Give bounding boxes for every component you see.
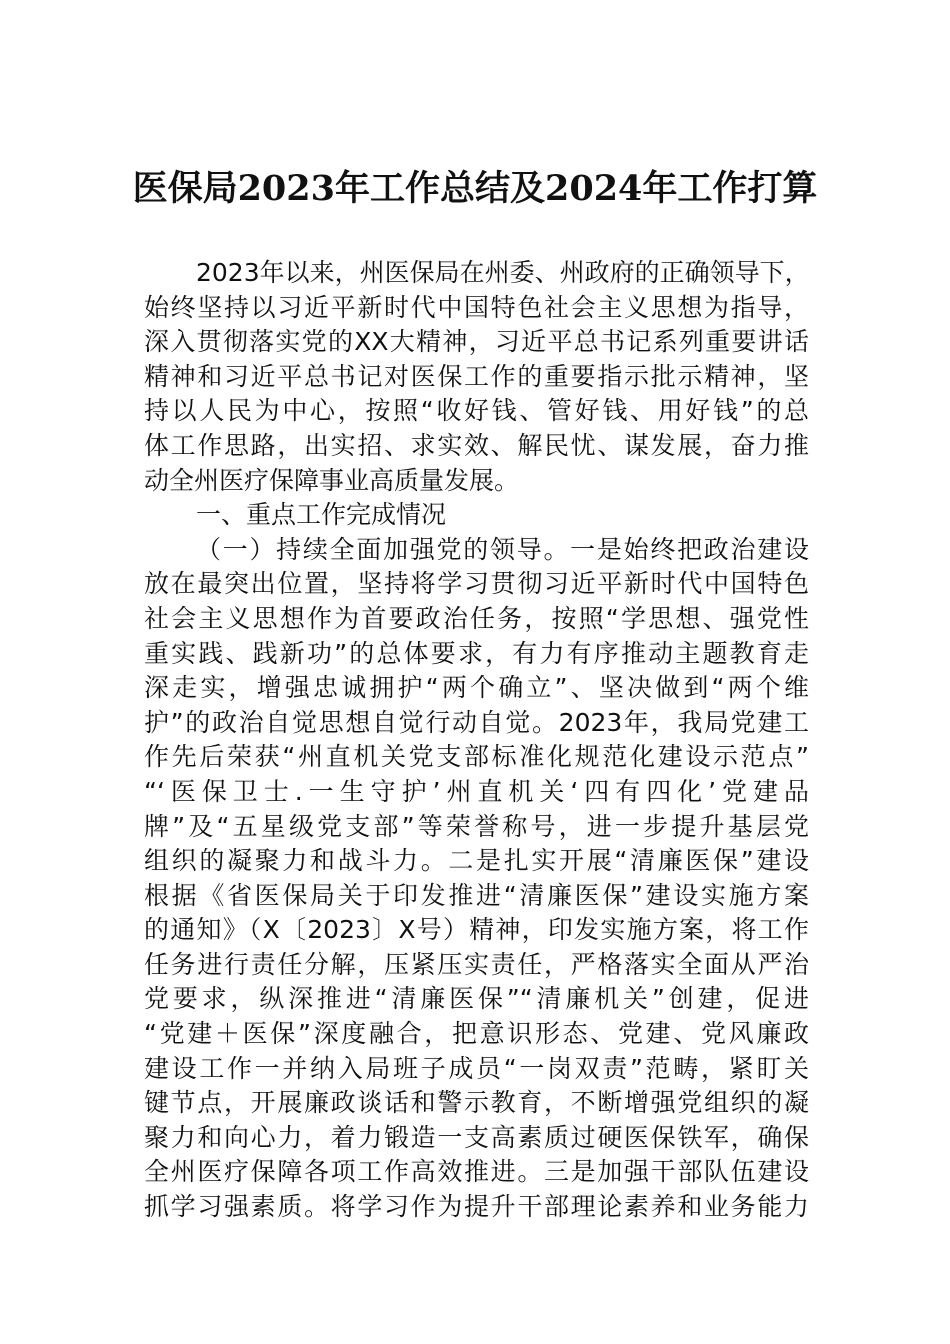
document-body [144,256,809,1225]
body-line: 深入贯彻落实党的XX大精神，习近平总书记系列重要讲话 [144,327,809,357]
body-line: 党要求，纵深推进“清廉医保”“清廉机关”创建，促进 [144,984,809,1014]
body-line: 护”的政治自觉思想自觉行动自觉。2023年，我局党建工 [144,707,809,737]
body-line: 体工作思路，出实招、求实效、解民忧、谋发展，奋力推 [144,430,809,460]
body-line: 放在最突出位置，坚持将学习贯彻习近平新时代中国特色 [144,569,809,599]
body-line: 全州医疗保障各项工作高效推进。三是加强干部队伍建设 [144,1157,809,1187]
body-line: 2023年以来，州医保局在州委、州政府的正确领导下， [196,258,810,287]
body-line: 牌”及“五星级党支部”等荣誉称号，进一步提升基层党 [144,811,809,841]
body-line: 根据《省医保局关于印发推进“清廉医保”建设实施方案 [144,880,809,910]
body-line: “党建＋医保”深度融合，把意识形态、党建、党风廉政 [144,1019,809,1049]
body-line: “‘医保卫士.一生守护’州直机关‘四有四化’党建品 [144,776,809,806]
body-line: 作先后荣获“州直机关党支部标准化规范化建设示范点” [144,742,809,772]
body-line: 组织的凝聚力和战斗力。二是扎实开展“清廉医保”建设 [144,846,809,876]
body-line: 聚力和向心力，着力锻造一支高素质过硬医保铁军，确保 [144,1122,809,1152]
body-line: 键节点，开展廉政谈话和警示教育，不断增强党组织的凝 [144,1088,809,1118]
section-heading: 一、重点工作完成情况 [196,500,447,530]
body-line: 建设工作一并纳入局班子成员“一岗双责”范畴，紧盯关 [144,1053,809,1083]
document-title: 医保局2023年工作总结及2024年工作打算 [132,168,818,209]
body-line: 任务进行责任分解，压紧压实责任，严格落实全面从严治 [144,949,809,979]
body-line: 持以人民为中心，按照“收好钱、管好钱、用好钱”的总 [144,396,809,426]
body-line: 始终坚持以习近平新时代中国特色社会主义思想为指导， [144,292,809,322]
body-line: 的通知》（X〔2023〕X号）精神，印发实施方案，将工作 [144,915,809,945]
body-line: 抓学习强素质。将学习作为提升干部理论素养和业务能力 [144,1192,809,1222]
body-line: 精神和习近平总书记对医保工作的重要指示批示精神，坚 [144,361,809,391]
body-line: 重实践、践新功”的总体要求，有力有序推动主题教育走 [144,638,809,668]
body-line: （一）持续全面加强党的领导。一是始终把政治建设 [196,534,809,564]
body-line: 社会主义思想作为首要政治任务，按照“学思想、强党性 [144,603,809,633]
body-line: 深走实，增强忠诚拥护“两个确立”、坚决做到“两个维 [144,673,809,703]
body-line: 动全州医疗保障事业高质量发展。 [144,465,520,495]
